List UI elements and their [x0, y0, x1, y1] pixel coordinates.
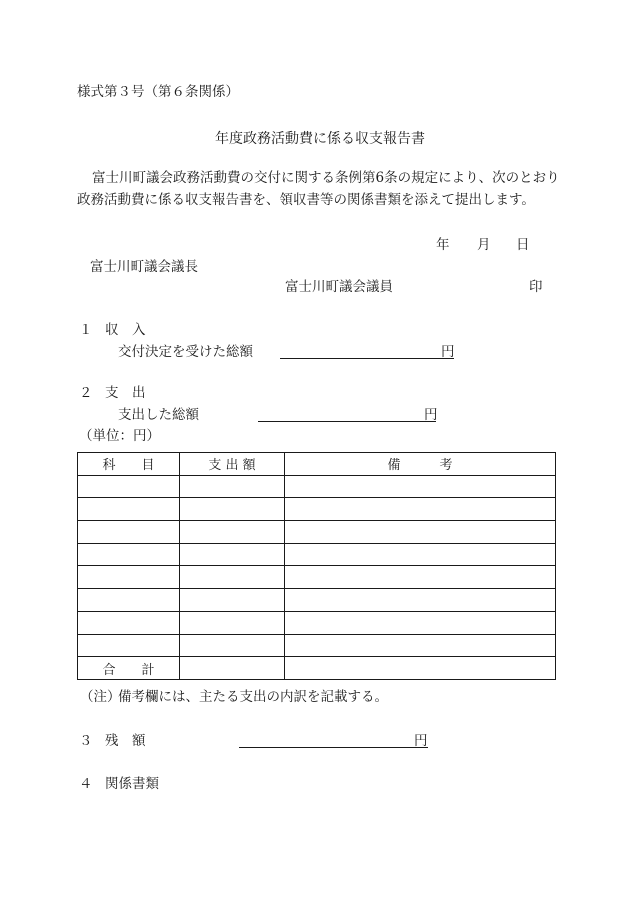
- amount-cell[interactable]: [180, 611, 285, 634]
- seal-mark: 印: [529, 279, 543, 295]
- item-cell[interactable]: [78, 566, 180, 589]
- expenditure-heading: 支 出: [105, 385, 146, 401]
- remarks-cell[interactable]: [285, 498, 556, 521]
- table-row: [78, 611, 556, 634]
- remarks-cell[interactable]: [285, 521, 556, 544]
- table-unit-note: （単位：円）: [79, 428, 160, 444]
- table-row: [78, 521, 556, 544]
- expenditure-table: [77, 452, 556, 680]
- documents-heading-number: ４: [79, 776, 93, 792]
- header-amount: 支 出 額: [180, 453, 285, 476]
- total-amount-cell[interactable]: [180, 657, 285, 680]
- item-cell[interactable]: [78, 475, 180, 498]
- total-remarks-cell[interactable]: [285, 657, 556, 680]
- expenditure-unit: 円: [424, 407, 438, 423]
- remarks-cell[interactable]: [285, 634, 556, 657]
- addressee: 富士川町議会議長: [90, 259, 198, 275]
- amount-cell[interactable]: [180, 566, 285, 589]
- item-cell[interactable]: [78, 589, 180, 612]
- intro-line-2: 政務活動費に係る収支報告書を、領収書等の関係書類を添えて提出します。: [77, 192, 535, 208]
- remarks-cell[interactable]: [285, 566, 556, 589]
- table-row: [78, 566, 556, 589]
- income-total-label: 交付決定を受けた総額: [118, 344, 253, 360]
- remarks-cell[interactable]: [285, 475, 556, 498]
- table-header-row: [78, 453, 556, 476]
- table-total-row: [78, 657, 556, 680]
- note-label: （注）: [80, 689, 121, 705]
- amount-cell[interactable]: [180, 475, 285, 498]
- amount-cell[interactable]: [180, 589, 285, 612]
- balance-heading-number: ３: [79, 733, 93, 749]
- header-remarks: 備 考: [285, 453, 556, 476]
- documents-heading: 関係書類: [105, 776, 159, 792]
- form-number: 様式第３号（第６条関係）: [77, 84, 239, 100]
- note-text: 備考欄には、主たる支出の内訳を記載する。: [118, 689, 388, 705]
- item-cell[interactable]: [78, 498, 180, 521]
- table-row: [78, 543, 556, 566]
- income-unit: 円: [441, 344, 455, 360]
- balance-unit: 円: [414, 733, 428, 749]
- income-heading: 収 入: [105, 322, 146, 338]
- expenditure-total-label: 支出した総額: [118, 407, 199, 423]
- expenditure-heading-number: ２: [79, 385, 93, 401]
- remarks-cell[interactable]: [285, 589, 556, 612]
- amount-cell[interactable]: [180, 498, 285, 521]
- balance-heading: 残 額: [105, 733, 146, 749]
- item-cell[interactable]: [78, 543, 180, 566]
- document-title: 年度政務活動費に係る収支報告書: [215, 131, 425, 147]
- table-row: [78, 498, 556, 521]
- item-cell[interactable]: [78, 521, 180, 544]
- remarks-cell[interactable]: [285, 543, 556, 566]
- income-heading-number: １: [79, 322, 93, 338]
- item-cell[interactable]: [78, 634, 180, 657]
- date-month-label: 月: [477, 237, 491, 253]
- table-row: [78, 589, 556, 612]
- amount-cell[interactable]: [180, 521, 285, 544]
- table-row: [78, 634, 556, 657]
- total-label: 合 計: [78, 657, 180, 680]
- balance-amount-line: [239, 747, 428, 748]
- date-day-label: 日: [516, 237, 530, 253]
- header-item: 科 目: [78, 453, 180, 476]
- table-row: [78, 475, 556, 498]
- remarks-cell[interactable]: [285, 611, 556, 634]
- amount-cell[interactable]: [180, 543, 285, 566]
- income-amount-line: [280, 358, 454, 359]
- date-year-label: 年: [436, 237, 450, 253]
- sender-label: 富士川町議会議員: [285, 279, 393, 295]
- intro-line-1: 富士川町議会政務活動費の交付に関する条例第6条の規定により、次のとおり: [92, 170, 560, 186]
- amount-cell[interactable]: [180, 634, 285, 657]
- item-cell[interactable]: [78, 611, 180, 634]
- expenditure-amount-line: [258, 421, 436, 422]
